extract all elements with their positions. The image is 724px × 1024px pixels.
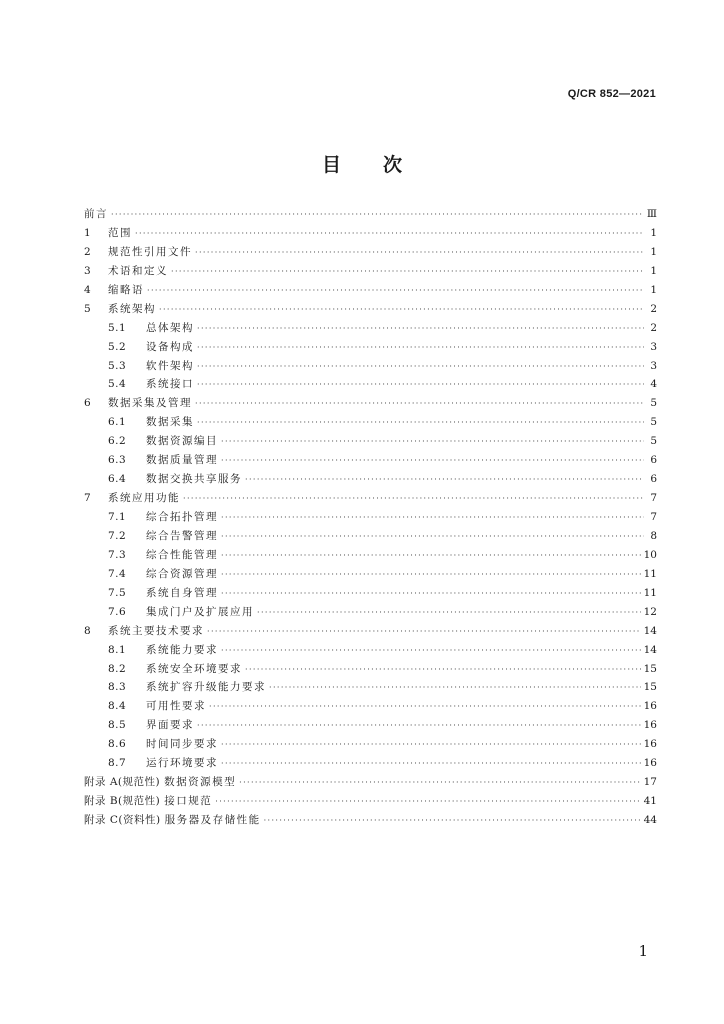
toc-entry-page: 6 xyxy=(650,454,657,467)
toc-entry-label: 综合性能管理 xyxy=(146,548,218,561)
toc-entry-page: 1 xyxy=(650,245,657,258)
toc-entry[interactable] xyxy=(84,773,657,792)
toc-entry-page: 6 xyxy=(650,473,657,486)
toc-entry-label: 术语和定义 xyxy=(108,264,168,277)
toc-entry[interactable] xyxy=(84,565,657,584)
toc-leader-dots xyxy=(111,206,644,225)
toc-entry-number: 7.6 xyxy=(108,605,127,618)
toc-entry-page: 1 xyxy=(650,283,657,296)
toc-entry-number: 8.7 xyxy=(108,757,127,770)
toc-leader-dots xyxy=(195,244,644,263)
toc-leader-dots xyxy=(221,452,644,471)
toc-entry-number: 4 xyxy=(84,283,92,296)
toc-entry[interactable] xyxy=(84,470,657,489)
toc-entry-label: 系统自身管理 xyxy=(146,586,218,599)
toc-entry-label: 服务器及存储性能 xyxy=(164,814,261,826)
toc-entry-number: 6.4 xyxy=(108,473,127,486)
toc-entry-page: 16 xyxy=(643,719,657,732)
toc-entry-number: 7.1 xyxy=(108,511,127,523)
toc-entry-label: 总体架构 xyxy=(146,321,194,334)
toc-entry-label: 范围 xyxy=(108,226,132,239)
toc-entry-label: 数据资源模型 xyxy=(164,776,237,789)
toc-leader-dots xyxy=(197,320,644,339)
toc-leader-dots xyxy=(221,547,641,566)
toc-entry-page: 17 xyxy=(643,776,657,789)
toc-entry-page: 44 xyxy=(643,814,657,826)
toc-entry[interactable] xyxy=(84,281,657,300)
toc-entry-number: 8 xyxy=(84,624,92,637)
toc-entry[interactable] xyxy=(84,660,657,679)
toc-entry-label: 接口规范 xyxy=(164,795,213,808)
toc-entry[interactable] xyxy=(84,432,657,451)
toc-leader-dots xyxy=(159,301,644,320)
toc-entry-page: 3 xyxy=(650,359,657,372)
toc-entry-number: 6 xyxy=(84,397,92,410)
toc-leader-dots xyxy=(197,376,644,395)
toc-entry[interactable] xyxy=(84,716,657,735)
toc-entry[interactable] xyxy=(84,584,657,603)
toc-leader-dots xyxy=(245,661,641,680)
toc-entry-number: 6.3 xyxy=(108,454,127,467)
toc-entry[interactable] xyxy=(84,811,657,830)
toc-entry-label: 数据交换共享服务 xyxy=(146,473,242,486)
toc-entry-number: 8.6 xyxy=(108,738,127,751)
toc-leader-dots xyxy=(221,433,644,452)
toc-entry-page: 5 xyxy=(650,416,657,429)
toc-entry-page: 16 xyxy=(643,738,657,751)
toc-entry-number: 7.3 xyxy=(108,548,127,561)
toc-entry-number: 2 xyxy=(84,245,92,258)
toc-title xyxy=(0,150,724,177)
toc-entry-number: 3 xyxy=(84,264,92,277)
toc-entry-label: 系统接口 xyxy=(146,378,194,391)
toc-entry-label: 前言 xyxy=(84,208,108,220)
toc-leader-dots xyxy=(197,339,644,358)
toc-entry-number: 8.5 xyxy=(108,719,127,732)
toc-entry[interactable] xyxy=(84,357,657,376)
toc-leader-dots xyxy=(221,736,641,755)
toc-entry-page: 12 xyxy=(643,605,657,618)
toc-entry-label: 数据采集 xyxy=(146,416,194,429)
toc-entry[interactable] xyxy=(84,489,657,508)
toc-entry-page: 1 xyxy=(650,264,657,277)
toc-entry-label: 系统主要技术要求 xyxy=(108,624,204,637)
toc-leader-dots xyxy=(245,471,644,490)
toc-leader-dots xyxy=(147,282,644,301)
toc-entry-number: 8.1 xyxy=(108,643,127,656)
toc-entry-number: 5.3 xyxy=(108,359,127,372)
toc-leader-dots xyxy=(221,642,641,661)
toc-entry-page: 15 xyxy=(643,681,657,694)
toc-entry[interactable] xyxy=(84,243,657,262)
toc-entry-label: 可用性要求 xyxy=(146,700,206,713)
toc-leader-dots xyxy=(269,679,641,698)
toc-leader-dots xyxy=(215,793,640,812)
toc-entry-label: 界面要求 xyxy=(146,719,194,732)
toc-entry-label: 系统架构 xyxy=(108,302,156,315)
toc-entry-number: 8.2 xyxy=(108,662,127,675)
toc-leader-dots xyxy=(221,566,641,585)
toc-leader-dots xyxy=(171,263,644,282)
toc-entry-number: 附录 C(资料性) xyxy=(84,814,161,826)
toc-entry[interactable] xyxy=(84,546,657,565)
toc-entry-page: 5 xyxy=(650,397,657,410)
toc-entry-number: 7.5 xyxy=(108,586,127,599)
toc-entry-label: 系统能力要求 xyxy=(146,643,218,656)
toc-entry-label: 数据质量管理 xyxy=(146,454,218,467)
toc-leader-dots xyxy=(209,698,641,717)
toc-entry-number: 5.2 xyxy=(108,340,127,353)
toc-entry[interactable] xyxy=(84,622,657,641)
toc-leader-dots xyxy=(221,755,641,774)
toc-leader-dots xyxy=(135,225,644,244)
toc-entry-page: 14 xyxy=(643,624,657,637)
toc-entry-number: 6.2 xyxy=(108,435,127,448)
toc-entry-page: 2 xyxy=(650,302,657,315)
toc-entry-label: 时间同步要求 xyxy=(146,738,218,751)
toc-entry-label: 综合告警管理 xyxy=(146,529,218,542)
toc-entry-label: 规范性引用文件 xyxy=(108,245,192,258)
toc-entry[interactable] xyxy=(84,451,657,470)
toc-entry-number: 7.2 xyxy=(108,529,127,542)
toc-entry[interactable] xyxy=(84,735,657,754)
toc-entry[interactable] xyxy=(84,394,657,413)
toc-leader-dots xyxy=(264,812,641,831)
toc-entry-page: 11 xyxy=(643,567,657,580)
toc-entry-label: 软件架构 xyxy=(146,359,194,372)
toc-entry[interactable] xyxy=(84,508,657,527)
toc-leader-dots xyxy=(195,395,644,414)
toc-entry-label: 数据资源编目 xyxy=(146,435,218,448)
toc-list xyxy=(84,205,657,830)
toc-leader-dots xyxy=(221,585,641,604)
toc-entry[interactable] xyxy=(84,224,657,243)
toc-entry-number: 附录 A(规范性) xyxy=(84,776,161,789)
toc-entry-page: 4 xyxy=(650,378,657,391)
page-number: 1 xyxy=(638,942,648,960)
toc-entry-number: 8.3 xyxy=(108,681,127,694)
toc-entry-number: 8.4 xyxy=(108,700,127,713)
toc-entry-number: 5.1 xyxy=(108,321,127,334)
toc-entry-page: 15 xyxy=(643,662,657,675)
toc-entry-page: Ⅲ xyxy=(646,208,657,220)
toc-entry[interactable] xyxy=(84,319,657,338)
toc-leader-dots xyxy=(197,358,644,377)
toc-entry[interactable] xyxy=(84,792,657,811)
toc-entry-label: 运行环境要求 xyxy=(146,757,218,770)
toc-entry[interactable] xyxy=(84,413,657,432)
toc-leader-dots xyxy=(183,490,644,509)
document-code: Q/CR 852—2021 xyxy=(567,88,656,100)
toc-entry[interactable] xyxy=(84,641,657,660)
toc-entry-page: 41 xyxy=(643,795,657,808)
toc-leader-dots xyxy=(221,509,644,528)
toc-entry-label: 系统扩容升级能力要求 xyxy=(146,681,266,694)
toc-entry-page: 10 xyxy=(643,548,657,561)
toc-entry-page: 5 xyxy=(650,435,657,448)
toc-leader-dots xyxy=(221,528,644,547)
toc-entry-page: 11 xyxy=(643,586,657,599)
toc-entry-label: 设备构成 xyxy=(146,340,194,353)
toc-entry-page: 16 xyxy=(643,757,657,770)
toc-leader-dots xyxy=(239,774,641,793)
toc-entry-page: 16 xyxy=(643,700,657,713)
toc-entry-number: 5 xyxy=(84,302,92,315)
toc-entry-label: 综合拓扑管理 xyxy=(146,511,218,523)
toc-leader-dots xyxy=(257,604,641,623)
toc-entry-page: 2 xyxy=(650,321,657,334)
toc-entry-page: 8 xyxy=(650,529,657,542)
toc-entry-number: 5.4 xyxy=(108,378,127,391)
toc-entry[interactable] xyxy=(84,754,657,773)
toc-entry[interactable] xyxy=(84,262,657,281)
toc-entry[interactable] xyxy=(84,603,657,622)
toc-leader-dots xyxy=(197,414,644,433)
toc-entry-label: 缩略语 xyxy=(108,283,144,296)
toc-entry-label: 系统安全环境要求 xyxy=(146,662,242,675)
toc-entry-label: 集成门户及扩展应用 xyxy=(146,605,254,618)
toc-entry-page: 7 xyxy=(650,492,657,505)
toc-title-part1: 目 xyxy=(321,154,341,176)
toc-entry-label: 综合资源管理 xyxy=(146,567,218,580)
toc-entry-label: 数据采集及管理 xyxy=(108,397,192,410)
toc-entry-number: 6.1 xyxy=(108,416,127,429)
toc-entry-page: 1 xyxy=(650,226,657,239)
toc-entry-page: 3 xyxy=(650,340,657,353)
toc-entry-label: 系统应用功能 xyxy=(108,492,180,505)
toc-entry[interactable] xyxy=(84,697,657,716)
toc-leader-dots xyxy=(197,717,641,736)
toc-entry[interactable] xyxy=(84,338,657,357)
toc-entry-page: 7 xyxy=(650,511,657,523)
toc-entry[interactable] xyxy=(84,375,657,394)
toc-entry-number: 1 xyxy=(84,226,92,239)
toc-entry-number: 7.4 xyxy=(108,567,127,580)
toc-entry-number: 附录 B(规范性) xyxy=(84,795,161,808)
toc-entry-page: 14 xyxy=(643,643,657,656)
toc-leader-dots xyxy=(207,623,641,642)
toc-entry[interactable] xyxy=(84,527,657,546)
toc-entry[interactable] xyxy=(84,300,657,319)
toc-entry[interactable] xyxy=(84,205,657,224)
toc-entry-number: 7 xyxy=(84,492,92,505)
toc-title-part2: 次 xyxy=(383,154,403,176)
toc-entry[interactable] xyxy=(84,678,657,697)
